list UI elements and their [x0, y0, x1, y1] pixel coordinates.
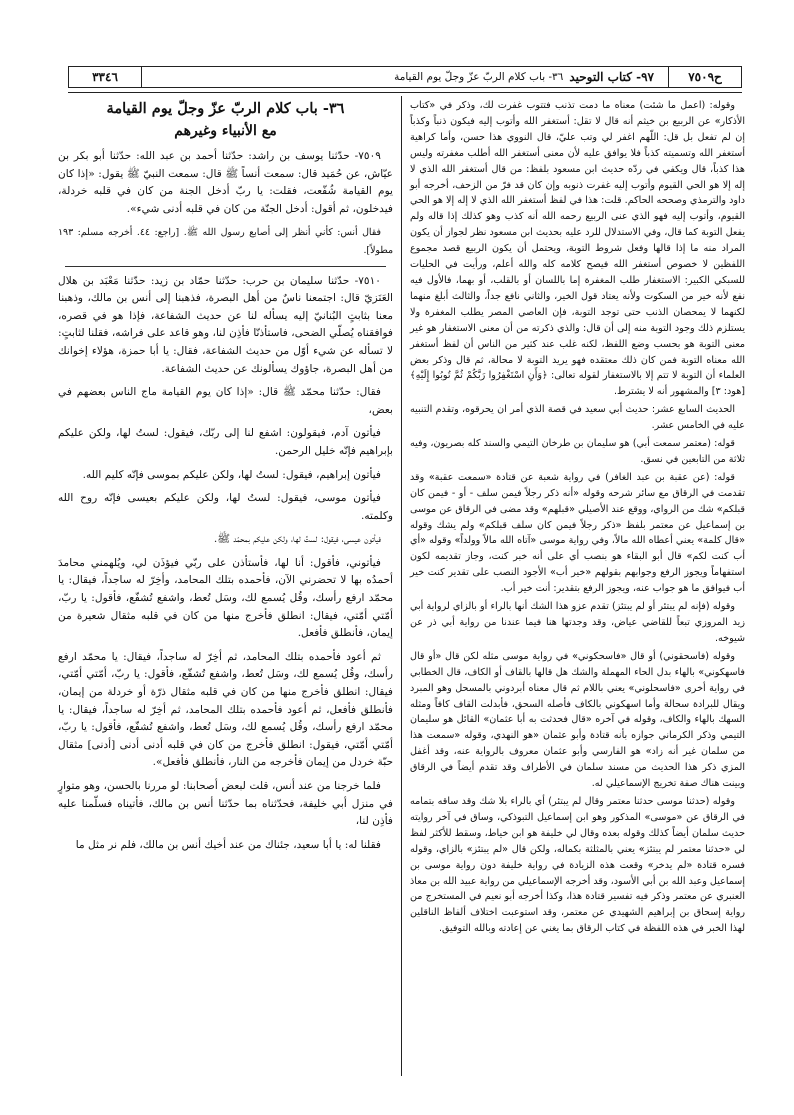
header-rule: [68, 92, 742, 93]
hadith-paragraph: فيأتون عيسى، فيقول: لستُ لها، ولكن عليكم بمحمّد ﷺ.: [213, 533, 381, 546]
hadith-separator: [65, 266, 387, 267]
hadith-paragraph: فقلنا له: يا أبا سعيد، جئناك من عند أخيك أنس بن مالك، فلم نر مثل ما: [75, 838, 381, 851]
hadith-paragraph: فيأتون إبراهيم، فيقول: لستُ لها، ولكن عليكم بموسى فإنّه كليم الله.: [82, 468, 381, 481]
chapter-subheading: مع الأنبياء وغيرهم: [174, 123, 277, 139]
hadith-paragraph: ثم أعود فأحمده بتلك المحامد، ثم أخِرّ له ساجداً، فيقال: يا محمّد ارفع رأسك، وقُل يُسمع لك، وسَل تُعط، واشفع تُشفّع، فأقول: يا ربّ، أمّتي أمّتي، فيقال: انطلق فأخرج منها من كان في قلبه مثقال ذرّة أو خردلة من إيمان، فأنطلق فأفعل، ثم أعود فأحمده بتلك المحامد، ثم أخِرّ له ساجداً، فيقال: يا محمّد ارفع رأسك، وقُل يُسمع لك، وسَل تُعط، واشفع تُشفّع، فأقول: يا ربّ، أمّتي أمّتي، فيقول: انطلق فأخرج من كان في قلبه أدنى أدنى [أدنى] مثقال حبّة خردل من إيمان فأخرجه من النار، فأنطلق فأفعل».: [58, 650, 393, 769]
chapter-running-title: ٣٦- باب كلام الربّ عزّ وجلّ يوم القيامة: [394, 71, 564, 83]
chapter-heading: ٣٦- باب كلام الربّ عزّ وجلّ يوم القيامة: [106, 100, 345, 117]
hadith-paragraph: فيأتوني، فأقول: أنا لها، فأستأذن على ربّي فيؤذَن لي، ويُلهمني محامدَ أحمدُه بها لا تحضرني الآن، فأحمده بتلك المحامد، وأخِرّ له ساجداً، فيقال: يا محمّد ارفع رأسك، وقُل يُسمع لك، وسَل تُعط، واشفع تُشفّع، فأقول: يا ربّ، أمّتي أمّتي، فيقال: انطلق فأخرج منها من كان في قلبه مثقال شعيرة من إيمان، فأنطلق فأفعل.: [58, 556, 394, 640]
commentary-paragraph: وقوله (فاسحقوني) أو قال «فاسحكوني» في رواية موسى مثله لكن قال «أو قال فاسهكوني» بالهاء بدل الحاء المهملة والشك هل قالها بالقاف أو الكاف، قال الخطابي في رواية أخرى «فاسحلوني» يعني باللام ثم قال معناه أبردوني بالمسحل وهو المبرد ويقال للبرادة سحالة وأما اسهكوني بالكاف فأصله السحق، فأبدلت القاف كافاً ومثله السهك بالهاء والكاف، وقوله في آخره «قال فحدثت به أبا عثمان» القائل هو سليمان التيمي وذكر الكرماني جوازه بأنه قتادة وأبو عثمان «هو النهدي، وقوله «سمعت هذا من سلمان غير أنه زاد» هو الفارسي وأبو عثمان معروف بالرواية عنه، وقد أغفل المزي ذكر هذا الحديث من مسند سلمان في الأطراف وقد تقدم أيضاً في الرقاق وبينت هناك صفة تخريج الإسماعيلي له.: [410, 650, 745, 790]
commentary-paragraph: الحديث السابع عشر: حديث أبي سعيد في قصة الذي أمر ان يحرقوه، وتقدم التنبيه عليه في الخامس عشر.: [410, 404, 745, 432]
commentary-paragraph: وقوله (حدثنا موسى حدثنا معتمر وقال لم يبتئر) أي بالراء بلا شك وقد ساقه بتمامه في الرقاق عن «موسى» المذكور وهو ابن إسماعيل التبوذكي، وساق في آخر روايته حديث سلمان أيضاً كذلك وقوله بعده وقال لي خليفة هو ابن خياط، وسقط للأكثر لفظ لي «حدثنا معتمر لم يبتئز» يعني بالمثلثة بكماله، ولكن قال «لم يبتئز» بالزاي، وقوله فسره قتادة «لم يدخر» وقعت هذه الزيادة في رواية خليفة دون رواية موسى بن إسماعيل وعبد الله بن أبي الأسود، وقد أخرجه الإسماعيلي من رواية عبيد الله بن معاذ العنبري عن معتمر وذكر فيه تفسير قتادة هذا، وكذا أخرجه أبو نعيم في المستخرج من رواية إسحاق بن إبراهيم الشهيدي عن معتمر، وقد استوعبت اختلاف ألفاظ الناقلين لهذا الخبر في هذه اللفظة في كتاب الرقاق بما يغني عن إعادته وبالله التوفيق.: [410, 795, 745, 935]
commentary-paragraph: وقوله (فإنه لم يبتئر أو لم يبتئز) تقدم عزو هذا الشك أنها بالراء أو بالزاي لرواية أبي زيد المروزي تبعاً للقاضي عياض، وقد وجدتها هنا فيما عندنا من رواية أبي ذر عن شيوخه.: [410, 601, 745, 644]
hadith-range-ref: ح٧٥٠٩: [668, 67, 741, 87]
hadith-7510: ٧٥١٠- حدّثنا سليمان بن حرب: حدّثنا حمّاد بن زيد: حدّثنا مَعْبَد بن هلال العَنَزيّ قال: اجتمعنا ناسٌ من أهل البصرة، فذهبنا إلى أنس بن مالك، وذهبنا معنا بثابتٍ البُنانيّ إليه يسأله لنا عن حديث الشفاعة، فإذا هو في قصره، فوافقناه يُصلّي الضحى، فاستأذنّا فأذِن لنا، وهو قاعد على فراشه، فقلنا لثابتٍ: لا تسأله عن شيء أوّل من حديث الشفاعة، فقال: يا أبا حمزة، هؤلاء إخوانك من أهل البصرة، جاؤوك يسألونك عن حديث الشفاعة.: [58, 274, 393, 375]
book-title: ٩٧- كتاب التوحيد: [569, 70, 654, 84]
hadith-paragraph: فقال: حدّثنا محمّد ﷺ قال: «إذا كان يوم القيامة ماج الناس بعضهم في بعض،: [58, 386, 393, 416]
commentary-paragraph: قوله: (عن عقبة بن عبد الغافر) في رواية شعبة عن قتادة «سمعت عقبة» وقد تقدمت في الرقاق مع سائر شرحه وقوله «أنه ذكر رجلاً فيمن سلف - أو - فيمن كان قبلكم» شك من الرواي، ووقع عند الأصيلي «قبلهم» وقد مضى في الرقاق عن موسى بن إسماعيل عن معتمر بلفظ «ذكر رجلاً فيمن كان سلف قبلكم» ولم يشك وقوله «قال كلمة» يعني أعطاه الله مالاً، وفي رواية موسى «آتاه الله مالاً وولداً» وقوله «أي أب كنت لكم» قال أبو البقاء هو بنصب أي على أنه خبر كنت، وجاز تقديمه لكون استفهاماً ويجوز الرفع وجوابهم بقولهم «خير أب» الأجود النصب على تقدير كنت خير أب فيوافق ما هو جواب عنه، ويجوز الرفع بتقدير: أنت خير أب.: [410, 471, 745, 595]
page-number: ٣٣٤٦: [69, 67, 142, 87]
hadith-paragraph: فلما خرجنا من عند أنس، قلت لبعض أصحابنا: لو مررنا بالحسن، وهو متوارٍ في منزل أبي خليفة، فحدّثناه بما حدّثنا أنس بن مالك، فأتيناه فسلّمنا عليه فأذِن لنا،: [58, 780, 393, 828]
commentary-paragraph: وقوله: (اعمل ما شئت) معناه ما دمت تذنب فتتوب غفرت لك، وذكر في «كتاب الأذكار» عن الربيع بن خيثم أنه قال لا تقل: أستغفر الله وأتوب إليه فيكون ذنباً وكذباً إن لم تفعل بل قل: اللّهم اغفر لي وتب عليّ، قال النووي هذا حسن، وأما كراهية أستغفر الله وتسميته كذباً فلا يوافق عليه لأن معنى أستغفر الله أطلب مغفرته وليس هذا كذباً، قال ويكفي في ردّه حديث ابن مسعود بلفظ: من قال أستغفر الله الذي لا إله إلا هو الحي القيوم وأتوب إليه غفرت ذنوبه وإن كان قد فرّ من الزحف، أخرجه أبو داود والترمذي وصححه الحاكم. قلت: هذا في لفظ أستغفر الله الذي لا إله إلا هو الحي القيوم، وأتوب إليه فهو الذي عنى الربيع رحمه الله أنه كذب وهو كذلك إذا قاله ولم يفعل التوبة كما قال، وفي الاستدلال للرد عليه بحديث ابن مسعود نظر لجواز أن يكون المراد منه ما إذا قالها وفعل شروط التوبة، ويحتمل أن يكون الربيع قصد مجموع اللفظين لا خصوص أستغفر الله فيصح كلامه كله والله أعلم، ورأيت في الحليات للسبكي الكبير: الاستغفار طلب المغفرة إما باللسان أو بالقلب، أو بهما، فالأول فيه نفع لأنه خير من السكوت ولأنه يعتاد قول الخير، والثاني نافع جداً، والثالث أبلغ منهما لكنهما لا يمحصان الذنب حتى توجد التوبة، فإن العاصي المصر يطلب المغفرة ولا يستلزم ذلك وجود التوبة منه إلى أن قال: والذي ذكرته من أن معنى الاستغفار هو غير معنى التوبة هو بحسب وضع اللفظ، لكنه غلب عند كثير من الناس أن لفظ أستغفر الله معناه التوبة فمن كان ذلك معتقده فهو يريد التوبة لا محالة، ثم قال وذكر بعض العلماء أن التوبة لا تتم إلا بالاستغفار لقوله تعالى: ﴿وَأَنِ اسْتَغْفِرُوا رَبَّكُمْ ثُمَّ تُوبُوا إِلَيْهِ﴾ [هود: ٣] والمشهور أنه لا يشترط.: [410, 100, 745, 398]
header-titles: [142, 67, 668, 87]
hadith-column: [58, 98, 393, 860]
hadith-7509: ٧٥٠٩- حدّثنا يوسف بن راشد: حدّثنا أحمد بن عبد الله: حدّثنا أبو بكر بن عيّاش، عن حُمَيد قال: سمعت أنساً ﷺ قال: سمعت النبيّ ﷺ يقول: «إذا كان يوم القيامة شُفّعت، فقلت: يا ربّ أدخل الجنة من كان في قلبه خردلة، فيدخلون، ثم أقول: أدخل الجنّة من كان في قلبه أدنى شيء».: [58, 150, 393, 215]
hadith-paragraph: فيأتون موسى، فيقول: لستُ لها، ولكن عليكم بعيسى فإنّه روح الله وكلمته.: [58, 492, 393, 522]
commentary-paragraph: قوله: (معتمر سمعت أبي) هو سليمان بن طرخان التيمي والسند كله بصريون، وفيه ثلاثة من التابعين في نسق.: [410, 438, 745, 465]
commentary-column: [410, 98, 745, 939]
running-header: [68, 66, 742, 88]
hadith-7509-note: فقال أنس: كأني أنظر إلى أصابع رسول الله ﷺ. [راجع: ٤٤. أخرجه مسلم: ١٩٣ مطولاً].: [58, 227, 393, 256]
column-divider: [401, 96, 402, 1076]
hadith-paragraph: فيأتون آدم، فيقولون: اشفع لنا إلى ربّك، فيقول: لستُ لها، ولكن عليكم بإبراهيم فإنّه خليل الرحمن.: [58, 427, 393, 457]
